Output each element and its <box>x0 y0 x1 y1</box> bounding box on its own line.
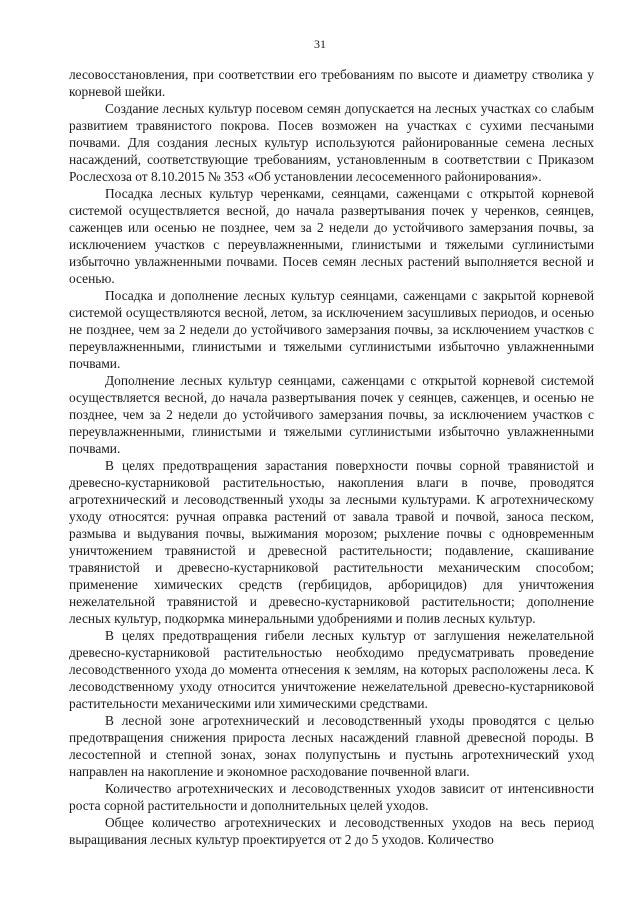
paragraph-continuation: лесовосстановления, при соответствии его требованиям по высоте и диаметру стволика у корневой шейки. <box>69 67 594 99</box>
paragraph-silvicultural-care: В целях предотвращения гибели лесных культур от заглушения нежелательной древесно-кустарниковой растительностью необходимо предусматривать проведение лесоводственного ухода до момента отнесения к землям, на которых расположены леса. К лесоводственному уходу относится уничтожение нежелательной древесно-кустарниковой растительности механическими или химическими средствами. <box>69 628 594 711</box>
paragraph-supplementing: Дополнение лесных культур сеянцами, саженцами с открытой корневой системой осуществляется весной, до начала развертывания почек у сеянцев, саженцев, и осенью не позднее, чем за 2 недели до устойчивого замерзания почвы, за исключением участков с переувлажненными, глинистыми и тяжелыми суглинистыми избыточно увлажненными почвами. <box>69 373 594 456</box>
paragraph-zones: В лесной зоне агротехнический и лесоводственный уходы проводятся с целью предотвращения снижения прироста лесных насаждений главной древесной породы. В лесостепной и степной зонах, зонах полупустынь и пустынь агротехнический уход направлен на накопление и экономное расходование почвенной влаги. <box>69 713 594 779</box>
paragraph-total-care: Общее количество агротехнических и лесоводственных уходов на весь период выращивания лесных культур проектируется от 2 до 5 уходов. Количество <box>69 815 594 847</box>
paragraph-seed-sowing: Создание лесных культур посевом семян допускается на лесных участках со слабым развитием травянистого покрова. Посев возможен на участках с сухими песчаными почвами. Для создания лесных культур используются районированные семена лесных насаждений, соответствующие требованиям, установленным в соответствии с Приказом Рослесхоза от 8.10.2015 № 353 «Об установлении лесосеменного районирования». <box>69 101 594 184</box>
body-text <box>69 66 594 848</box>
page-number: 31 <box>314 37 326 51</box>
paragraph-agrotechnical-care: В целях предотвращения зарастания поверхности почвы сорной травянистой и древесно-кустарниковой растительностью, накопления влаги в почве, проводятся агротехнический и лесоводственный уходы за лесными культурами. К агротехническому уходу относятся: ручная оправка растений от завала травой и почвой, заноса песком, размыва и выдувания почвы, выжимания морозом; рыхление почвы с одновременным уничтожением травянистой и древесной растительности; подавление, скашивание травянистой и древесно-кустарниковой растительности механическим способом; применение химических средств (гербицидов, арборицидов) для уничтожения нежелательной травянистой и древесно-кустарниковой растительности; дополнение лесных культур, подкормка минеральными удобрениями и полив лесных культур. <box>69 458 594 626</box>
paragraph-care-count: Количество агротехнических и лесоводственных уходов зависит от интенсивности роста сорной растительности и дополнительных целей уходов. <box>69 781 594 813</box>
paragraph-planting-open-roots: Посадка лесных культур черенками, сеянцами, саженцами с открытой корневой системой осуществляется весной, до начала развертывания почек у черенков, сеянцев, саженцев или осенью не позднее, чем за 2 недели до устойчивого замерзания почвы, за исключением участков с переувлажненными, глинистыми и тяжелыми суглинистыми избыточно увлажненными почвами. Посев семян лесных растений выполняется весной и осенью. <box>69 186 594 286</box>
paragraph-planting-closed-roots: Посадка и дополнение лесных культур сеянцами, саженцами с закрытой корневой системой осуществляются весной, летом, за исключением засушливых периодов, и осенью не позднее, чем за 2 недели до устойчивого замерзания почвы, за исключением участков с переувлажненными, глинистыми и тяжелыми суглинистыми избыточно увлажненными почвами. <box>69 288 594 371</box>
